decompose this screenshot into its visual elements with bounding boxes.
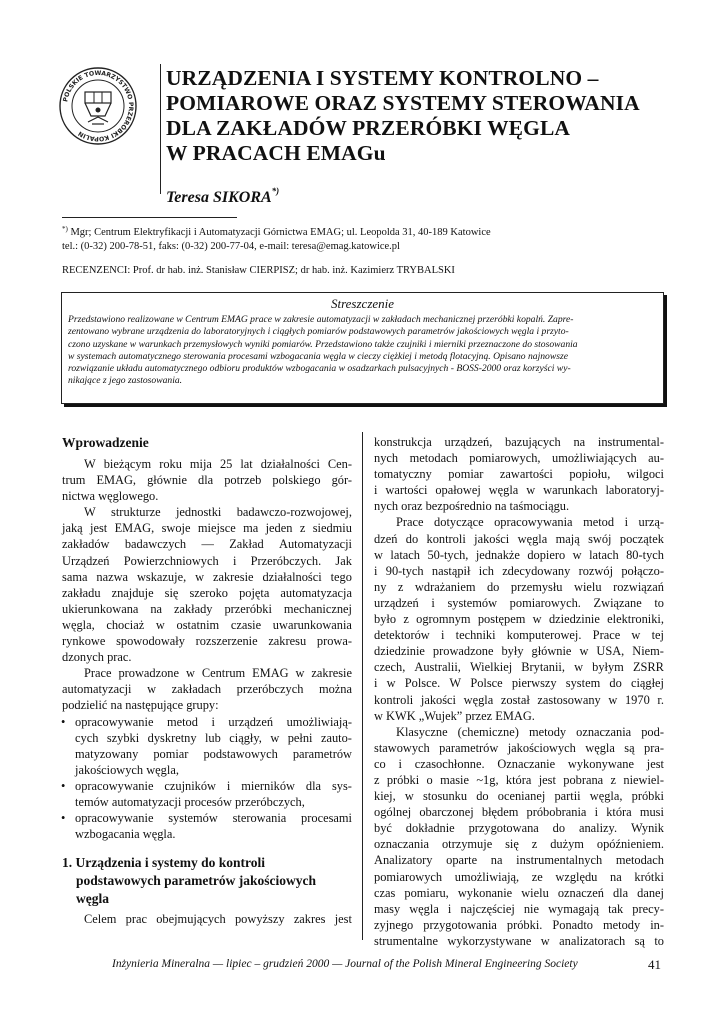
- seal-ring-text: POLSKIE TOWARZYSTWO PRZERÓBKI KOPALIN: [62, 69, 135, 143]
- bullet-icon: •: [61, 811, 66, 826]
- section-heading-line: węgla: [76, 891, 109, 907]
- text-line: sama nazwa wskazuje, w zakresie działalności tego: [62, 569, 352, 584]
- affiliation-mark: *): [62, 225, 68, 233]
- abstract-line: zentowano wybrane urządzenia do laboratoryjnych i ciągłych pomiarów podstawowych parametrów jakościowych węgla i przyto-: [68, 326, 569, 338]
- text-line: nych metodach pomiarowych, umożliwiających au-: [374, 451, 664, 466]
- text-line: automatyzacji w zakładach przeróbczych można: [62, 682, 352, 697]
- text-line: nictwa węglowego.: [62, 489, 159, 504]
- author: [166, 186, 279, 207]
- text-line: podzielić na następujące grupy:: [62, 698, 219, 713]
- text-line: węgla, chociaż w ostatnim czasie uwarunkowania: [62, 617, 352, 632]
- text-line: kontroli jakości węgla został zastosowany w 1970 r.: [374, 692, 664, 707]
- section-heading-line: podstawowych parametrów jakościowych: [76, 873, 316, 889]
- text-line: dzonych prac.: [62, 650, 132, 665]
- list-item: [62, 810, 352, 842]
- abstract-line: czono uzyskane w warunkach przemysłowych wyniki pomiarów. Przedstawiono także czujniki i mierniki przeznaczone do stosowania: [68, 338, 578, 350]
- text-line: Prace prowadzone w Centrum EMAG w zakresie: [84, 666, 352, 681]
- paragraph: [374, 724, 664, 949]
- bullet-icon: •: [61, 778, 66, 793]
- text-line: w latach 50-tych, jednakże dopiero w latach 80-tych: [374, 547, 664, 562]
- svg-text:POLSKIE TOWARZYSTWO PRZERÓBKI: [62, 70, 134, 142]
- text-line: dziedzinie prowadzone były głównie w USA, Niem-: [374, 644, 664, 659]
- text-line: zyjnego przygotowania próbki. Ponadto metody in-: [374, 917, 664, 932]
- author-name: Teresa SIKORA: [166, 189, 272, 206]
- text-line: urządzeń i systemów pomiarowych. Związane to: [374, 595, 664, 610]
- text-line: Celem prac obejmujących powyższy zakres jest: [84, 912, 352, 927]
- paragraph: [62, 665, 352, 713]
- text-line: wzbogacania węgla.: [75, 827, 176, 842]
- page-number: 41: [648, 957, 661, 972]
- text-line: dzeń do kontroli jakości węgla mają swój początek: [374, 531, 664, 546]
- reviewers: RECENZENCI: Prof. dr hab. inż. Stanisław CIERPISZ; dr hab. inż. Kazimierz TRYBALSKI: [62, 265, 455, 276]
- text-line: Analizatory oparte na instrumentalnych metodach: [374, 853, 664, 868]
- text-line: ny z wdrażaniem do przemysłu wielu rozwiązań: [374, 579, 664, 594]
- text-line: jakościowych węgla,: [75, 762, 179, 777]
- text-line: temów automatyzacji procesów przeróbczych,: [75, 794, 305, 809]
- abstract-line: nikające z jego zastosowania.: [68, 375, 183, 387]
- title-line: DLA ZAKŁADÓW PRZERÓBKI WĘGLA: [166, 116, 571, 140]
- text-line: opracowywanie czujników i mierników dla sys-: [75, 778, 352, 793]
- abstract-box: [61, 292, 664, 404]
- left-column: [62, 434, 352, 927]
- text-line: czech, Australii, Wielkiej Brytanii, w byłym ZSRR: [374, 660, 664, 675]
- text-line: ukierunkowana na zakłady przeróbki mechanicznej: [62, 601, 352, 616]
- text-line: i wartości opałowej węgla w warunkach laboratoryj-: [374, 483, 664, 498]
- text-line: opracowywanie metod i urządzeń umożliwiają-: [75, 714, 352, 729]
- text-line: trum EMAG, głównie dla potrzeb polskiego gór-: [62, 473, 352, 488]
- paper-title: [166, 66, 686, 166]
- text-line: jaką jest EMAG, swoje miejsce ma jeden z siedmiu: [62, 521, 352, 536]
- paragraph: [62, 456, 352, 504]
- section-heading-1: [62, 854, 352, 908]
- affiliation: [62, 222, 682, 254]
- paragraph: [62, 504, 352, 665]
- column-rule: [362, 432, 363, 940]
- bullet-list: [62, 714, 352, 843]
- text-line: co i czasochłonne. Oznaczanie wykonywane jest: [374, 756, 664, 771]
- right-column: [374, 434, 664, 949]
- text-line: ogólnej obarczonej błędem próbobrania i która musi: [374, 805, 664, 820]
- text-line: rynkowe spowodowały rozszerzenie zakresu prowa-: [62, 634, 352, 649]
- text-line: Klasyczne (chemiczne) metody oznaczania pod-: [396, 724, 664, 739]
- text-line: nych oraz bezpośrednio na taśmociągu.: [374, 499, 570, 514]
- text-line: strumentalne wykorzystywane w analizatorach są to: [374, 933, 664, 948]
- text-line: masy węgla i najczęściej nie wymagają tak precy-: [374, 901, 664, 916]
- text-line: stawowych parametrów jakościowych węgla są pra-: [374, 740, 664, 755]
- text-line: i w Polsce. W Polsce pierwszy system do ciągłej: [374, 676, 664, 691]
- text-line: kiej, w stosunku do ocenianej partii węgla, próbki: [374, 789, 664, 804]
- paragraph: [374, 434, 664, 514]
- text-line: być dokładnie przygotowana do analizy. Wynik: [374, 821, 664, 836]
- abstract-text: [68, 314, 657, 388]
- footnote-rule: [62, 217, 237, 218]
- paragraph: [62, 911, 352, 927]
- text-line: opracowywanie systemów sterowania procesami: [75, 811, 352, 826]
- affiliation-contact: tel.: (0-32) 200-78-51, faks: (0-32) 200-77-04, e-mail: teresa@emag.katowice.pl: [62, 241, 400, 252]
- text-line: detektorów i techniki komputerowej. Prace w tej: [374, 628, 664, 643]
- abstract-line: rozwiązanie układu automatycznego odbioru produktów wzbogacania w osadzarkach pulsacyjnych - BOSS-2000 oraz korzyści wy-: [68, 363, 571, 375]
- text-line: z próbki o masie ~1g, która jest pobrana z niewiel-: [374, 772, 664, 787]
- title-line: POMIAROWE ORAZ SYSTEMY STEROWANIA: [166, 91, 640, 115]
- text-line: pomiarowych umożliwiają, ze względu na krótki: [374, 869, 664, 884]
- text-line: zakładu znajduje się szeroko pojęta automatyzacja: [62, 585, 352, 600]
- text-line: tomatyczny pomiar zawartości popiołu, wilgoci: [374, 467, 664, 482]
- journal-footer: Inżynieria Mineralna — lipiec – grudzień 2000 — Journal of the Polish Mineral Engineering Society: [112, 958, 578, 970]
- title-line: W PRACACH EMAGu: [166, 141, 386, 165]
- text-line: czas pomiaru, wykonanie wielu oznaczeń dla danej: [374, 885, 664, 900]
- title-rule: [160, 64, 161, 194]
- section-heading-introduction: Wprowadzenie: [62, 435, 149, 450]
- text-line: zakładów badawczych — Zakład Automatyzacji: [62, 537, 352, 552]
- text-line: było z ogromnym postępem w dziedzinie elektroniki,: [374, 612, 664, 627]
- abstract-line: w systemach automatycznego sterowania procesami wzbogacania węgla w cieczy ciężkiej i metodą flotacyjną. Opisano najnowsze: [68, 350, 568, 362]
- author-footnote-mark: *): [271, 186, 280, 196]
- text-line: konstrukcja urządzeń, bazujących na instrumental-: [374, 435, 664, 449]
- affiliation-line: Mgr; Centrum Elektryfikacji i Automatyzacji Górnictwa EMAG; ul. Leopolda 31, 40-189 Katowice: [67, 227, 491, 238]
- society-seal-icon: [58, 66, 138, 146]
- abstract-heading: Streszczenie: [330, 296, 395, 311]
- paragraph: [374, 514, 664, 723]
- text-line: w KWK „Wujek” przez EMAG.: [374, 708, 535, 723]
- abstract-line: Przedstawiono realizowane w Centrum EMAG prace w zakresie automatyzacji w zakładach mechanicznej przeróbki kopalń. Zapre-: [68, 314, 574, 325]
- text-line: i 90-tych nastąpił ich zdecydowany rozwój połączo-: [374, 563, 664, 578]
- text-line: cych szybki dyskretny lub ciągły, w pełni zauto-: [75, 730, 352, 745]
- bullet-icon: •: [61, 714, 66, 729]
- text-line: oznaczania otrzymuje się z dużym opóźnieniem.: [374, 837, 664, 852]
- text-line: matyzowany pomiar podstawowych parametrów: [75, 746, 352, 761]
- text-line: W bieżącym roku mija 25 lat działalności Cen-: [84, 457, 352, 471]
- text-line: W strukturze jednostki badawczo-rozwojowej,: [84, 505, 352, 520]
- section-heading-line: 1. Urządzenia i systemy do kontroli: [62, 855, 265, 871]
- list-item: [62, 714, 352, 778]
- text-line: Prace dotyczące opracowywania metod i urzą-: [396, 515, 664, 530]
- text-line: Urządzeń Powierzchniowych i Przeróbczych. Jak: [62, 553, 352, 568]
- title-line: URZĄDZENIA I SYSTEMY KONTROLNO –: [166, 66, 599, 90]
- list-item: [62, 778, 352, 810]
